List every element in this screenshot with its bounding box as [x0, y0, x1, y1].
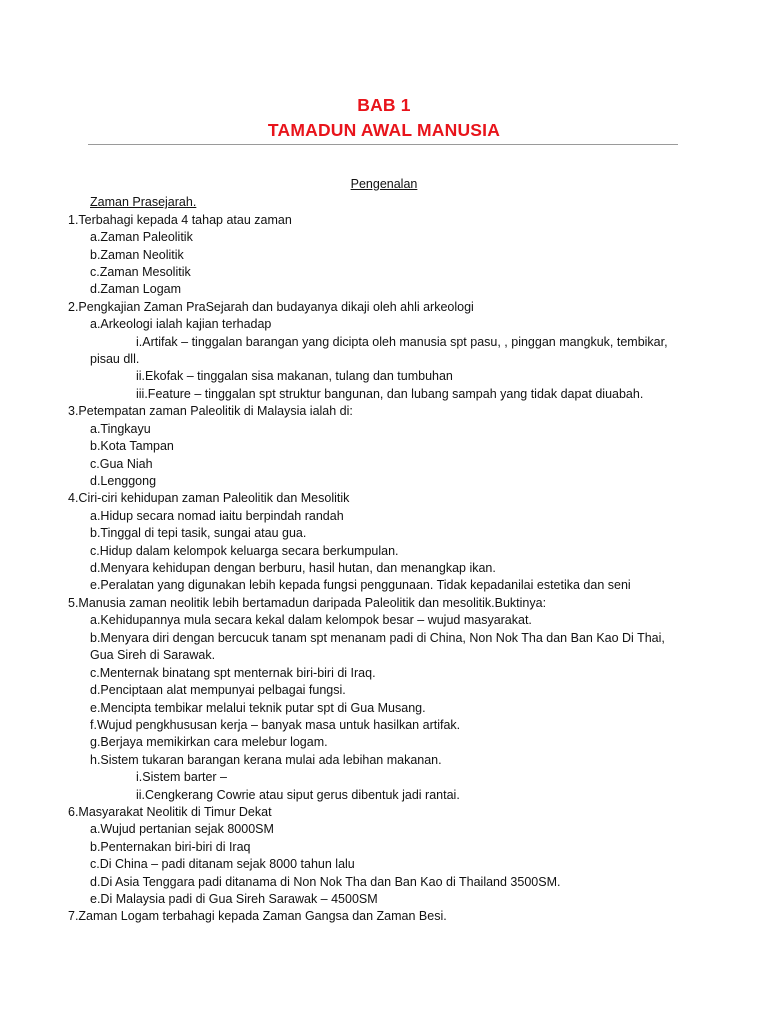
lettered-item: a.Arkeologi ialah kajian terhadap	[90, 317, 272, 331]
lettered-item: d.Zaman Logam	[90, 282, 182, 296]
roman-item: iii.Feature – tinggalan spt struktur bangunan, dan lubang sampah yang tidak dapat diuabah.	[136, 387, 644, 401]
lettered-item: d.Di Asia Tenggara padi ditanama di Non Nok Tha dan Ban Kao di Thailand 3500SM.	[90, 875, 561, 889]
numbered-item: 7.Zaman Logam terbahagi kepada Zaman Gangsa dan Zaman Besi.	[68, 909, 447, 923]
lettered-item: d.Lenggong	[90, 474, 157, 488]
chapter-number: BAB 1	[357, 95, 411, 115]
lettered-item: e.Mencipta tembikar melalui teknik putar spt di Gua Musang.	[90, 701, 426, 715]
numbered-item: 3.Petempatan zaman Paleolitik di Malaysia ialah di:	[68, 404, 353, 418]
lettered-item: c.Gua Niah	[90, 457, 153, 471]
lettered-item: a.Wujud pertanian sejak 8000SM	[90, 822, 274, 836]
lettered-item: b.Zaman Neolitik	[90, 248, 184, 262]
lettered-item: f.Wujud pengkhususan kerja – banyak masa untuk hasilkan artifak.	[90, 718, 461, 732]
lettered-item: a.Zaman Paleolitik	[90, 230, 193, 244]
numbered-item: 5.Manusia zaman neolitik lebih bertamadun daripada Paleolitik dan mesolitik.Buktinya:	[68, 596, 547, 610]
numbered-item: 1.Terbahagi kepada 4 tahap atau zaman	[68, 213, 292, 227]
lettered-item: b.Menyara diri dengan bercucuk tanam spt menanam padi di China, Non Nok Tha dan Ban Kao Di Thai,	[90, 631, 665, 645]
lettered-item: c.Menternak binatang spt menternak biri-biri di Iraq.	[90, 666, 376, 680]
lettered-item: a.Kehidupannya mula secara kekal dalam kelompok besar – wujud masyarakat.	[90, 613, 532, 627]
roman-item: ii.Cengkerang Cowrie atau siput gerus dibentuk jadi rantai.	[136, 788, 460, 802]
roman-item: ii.Ekofak – tinggalan sisa makanan, tulang dan tumbuhan	[136, 369, 453, 383]
lettered-item: d.Penciptaan alat mempunyai pelbagai fungsi.	[90, 683, 346, 697]
lettered-item: a.Hidup secara nomad iaitu berpindah randah	[90, 509, 344, 523]
lettered-item: c.Zaman Mesolitik	[90, 265, 191, 279]
lettered-item: b.Penternakan biri-biri di Iraq	[90, 840, 251, 854]
chapter-title: TAMADUN AWAL MANUSIA	[267, 120, 501, 140]
lettered-item: g.Berjaya memikirkan cara melebur logam.	[90, 735, 328, 749]
roman-item: i.Artifak – tinggalan barangan yang dicipta oleh manusia spt pasu, , pinggan mangkuk, tembikar,	[136, 335, 668, 349]
lettered-item: c.Hidup dalam kelompok keluarga secara berkumpulan.	[90, 544, 399, 558]
section-heading: Pengenalan	[350, 177, 418, 191]
lettered-item: h.Sistem tukaran barangan kerana mulai ada lebihan makanan.	[90, 753, 442, 767]
lettered-item: e.Peralatan yang digunakan lebih kepada fungsi penggunaan. Tidak kepadanilai estetika dan seni	[90, 578, 631, 592]
lettered-item-continuation: Gua Sireh di Sarawak.	[90, 648, 216, 662]
roman-item-continuation: pisau dll.	[90, 352, 140, 366]
subheading-zaman-prasejarah: Zaman Prasejarah.	[90, 195, 197, 209]
roman-item: i.Sistem barter –	[136, 770, 228, 784]
numbered-item: 4.Ciri-ciri kehidupan zaman Paleolitik dan Mesolitik	[68, 491, 350, 505]
numbered-item: 6.Masyarakat Neolitik di Timur Dekat	[68, 805, 272, 819]
lettered-item: b.Kota Tampan	[90, 439, 174, 453]
lettered-item: d.Menyara kehidupan dengan berburu, hasil hutan, dan menangkap ikan.	[90, 561, 496, 575]
title-divider	[88, 144, 678, 145]
lettered-item: b.Tinggal di tepi tasik, sungai atau gua.	[90, 526, 307, 540]
lettered-item: a.Tingkayu	[90, 422, 151, 436]
lettered-item: e.Di Malaysia padi di Gua Sireh Sarawak – 4500SM	[90, 892, 378, 906]
lettered-item: c.Di China – padi ditanam sejak 8000 tahun lalu	[90, 857, 355, 871]
numbered-item: 2.Pengkajian Zaman PraSejarah dan budayanya dikaji oleh ahli arkeologi	[68, 300, 474, 314]
